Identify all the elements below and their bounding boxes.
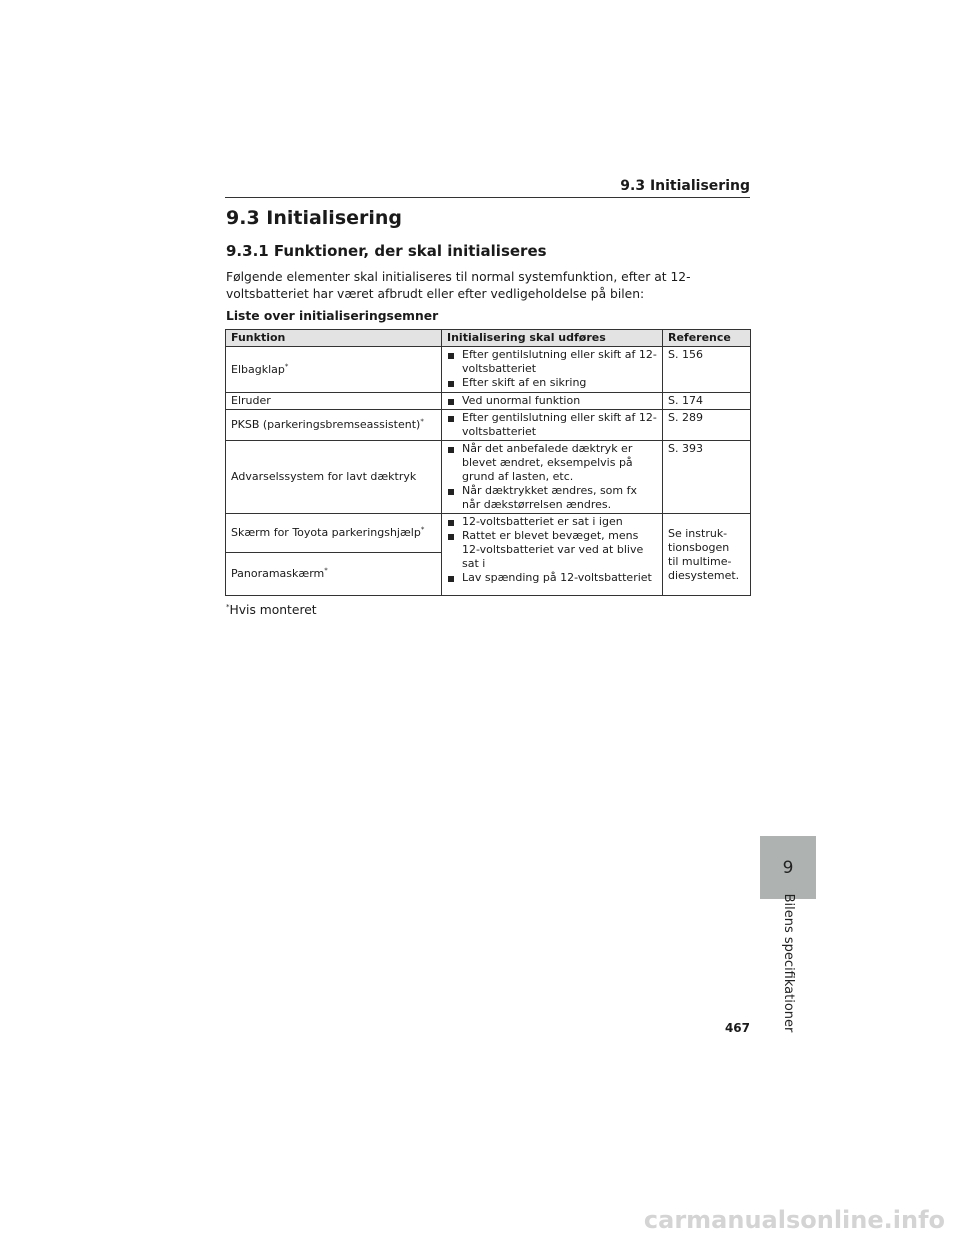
action-item: Efter skift af en sikring xyxy=(447,376,657,390)
reference-cell: S. 156 xyxy=(663,347,751,393)
section-title: 9.3 Initialisering xyxy=(226,207,403,229)
action-item: Efter gentilslutning eller skift af 12-voltsbatteriet xyxy=(447,348,657,376)
footnote-marker: * xyxy=(284,361,289,370)
action-cell xyxy=(442,514,663,596)
chapter-tab xyxy=(760,836,816,899)
table-row xyxy=(226,393,751,410)
function-cell xyxy=(226,347,442,393)
footnote-marker: * xyxy=(324,566,328,575)
table-row xyxy=(226,441,751,514)
function-cell xyxy=(226,410,442,441)
action-item: Lav spænding på 12-voltsbatteriet xyxy=(447,571,657,585)
function-cell xyxy=(226,553,442,596)
function-label: Panoramaskærm xyxy=(231,567,325,580)
action-cell xyxy=(442,393,663,410)
table-row xyxy=(226,410,751,441)
subsection-title: 9.3.1 Funktioner, der skal initialiseres xyxy=(226,242,547,260)
function-label: PKSB (parkeringsbremseassistent) xyxy=(231,418,421,431)
table-row xyxy=(226,347,751,393)
action-cell xyxy=(442,410,663,441)
chapter-number: 9 xyxy=(782,857,794,878)
reference-cell: S. 174 xyxy=(663,393,751,410)
function-label: Skærm for Toyota parkeringshjælp xyxy=(231,526,421,539)
column-header-function: Funktion xyxy=(226,330,442,347)
function-cell xyxy=(226,441,442,514)
list-title: Liste over initialiseringsemner xyxy=(226,309,439,323)
table-row xyxy=(226,514,751,553)
header-rule xyxy=(225,197,750,198)
reference-cell: Se instruk- tionsbogen til multime- diesystemet. xyxy=(663,514,751,596)
column-header-reference: Reference xyxy=(663,330,751,347)
action-item: Når dæktrykket ændres, som fx når dækstørrelsen ændres. xyxy=(447,484,657,512)
action-cell xyxy=(442,347,663,393)
watermark: carmanualsonline.info xyxy=(643,1206,945,1234)
action-cell xyxy=(442,441,663,514)
table-header-row xyxy=(226,330,751,347)
action-item: 12-voltsbatteriet er sat i igen xyxy=(447,515,657,529)
chapter-label: Bilens specifikationer xyxy=(781,893,796,1033)
page-number: 467 xyxy=(724,1021,750,1035)
reference-cell: S. 289 xyxy=(663,410,751,441)
footnote-marker: * xyxy=(226,602,230,611)
function-cell xyxy=(226,514,442,553)
reference-cell: S. 393 xyxy=(663,441,751,514)
initialization-table xyxy=(225,329,751,596)
action-item: Ved unormal funktion xyxy=(447,394,657,408)
footnote-text: Hvis monteret xyxy=(229,603,317,617)
column-header-action: Initialisering skal udføres xyxy=(442,330,663,347)
footnote-marker: * xyxy=(420,417,424,426)
running-header: 9.3 Initialisering xyxy=(620,178,750,194)
action-item: Rattet er blevet bevæget, mens 12-voltsbatteriet var ved at blive sat i xyxy=(447,529,657,571)
function-label: Elbagklap xyxy=(231,362,285,376)
footnote-marker: * xyxy=(420,525,425,534)
function-label: Elruder xyxy=(231,394,271,407)
footnote xyxy=(226,603,317,617)
intro-paragraph: Følgende elementer skal initialiseres til normal systemfunktion, efter at 12-voltsbatteriet har været afbrudt eller efter vedligeholdelse på bilen: xyxy=(226,270,691,301)
function-label: Advarselssystem for lavt dæktryk xyxy=(231,470,417,483)
action-item: Efter gentilslutning eller skift af 12-voltsbatteriet xyxy=(447,411,657,439)
function-cell xyxy=(226,393,442,410)
action-item: Når det anbefalede dæktryk er blevet ændret, eksempelvis på grund af lasten, etc. xyxy=(447,442,657,484)
